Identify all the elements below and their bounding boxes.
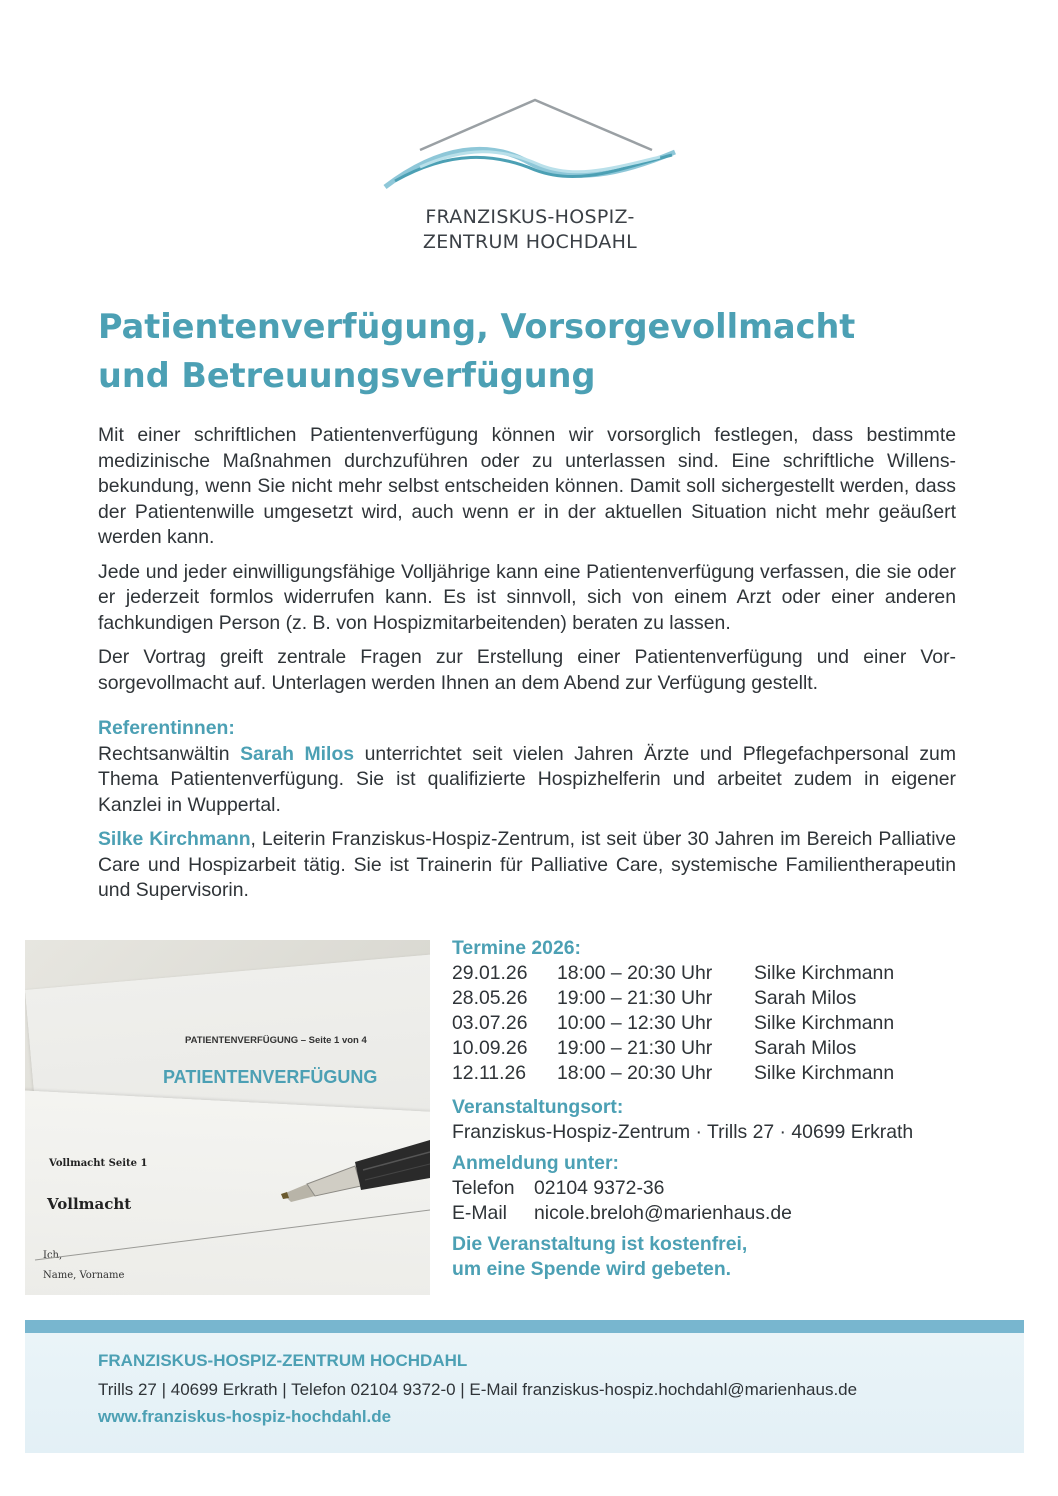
event-speaker: Sarah Milos bbox=[754, 987, 857, 1009]
speaker-1-prefix: Rechtsanwältin bbox=[98, 742, 241, 765]
events-section bbox=[452, 936, 1012, 1282]
free-notice-line-1: Die Veranstaltung ist kostenfrei, bbox=[452, 1233, 748, 1255]
event-speaker: Silke Kirchmann bbox=[754, 1012, 895, 1034]
events-table bbox=[452, 961, 894, 1086]
page-title bbox=[98, 302, 998, 400]
table-row bbox=[452, 1061, 894, 1086]
body-text bbox=[98, 423, 956, 913]
document-photo bbox=[25, 940, 430, 1295]
event-date: 10.09.26 bbox=[452, 1037, 528, 1059]
email-label: E-Mail bbox=[452, 1202, 507, 1224]
intro-paragraph-3: Der Vortrag greift zentrale Fragen zur Erstellung einer Patientenverfügung und einer Vorsorgevollmacht auf. Unterlagen werden Ihnen an dem Abend zur Verfügung gestellt. bbox=[98, 646, 956, 694]
speaker-1-paragraph bbox=[98, 742, 956, 819]
event-date: 03.07.26 bbox=[452, 1012, 528, 1034]
speaker-2-name: Silke Kirchmann bbox=[98, 828, 251, 850]
event-time: 10:00 – 12:30 Uhr bbox=[557, 1012, 713, 1034]
intro-paragraph-1: Mit einer schriftlichen Patientenverfügung können wir vorsorglich festlegen, dass bestimmte medizinische Maßnahmen durchzuführen oder zu unterlassen sind. Eine schriftliche Willensbekundung, wenn Sie nicht mehr selbst entscheiden können. Damit soll sichergestellt werden, dass der Patientenwille umgesetzt wird, auch wenn er in der aktuellen Situation nicht mehr geäußert werden kann. bbox=[98, 424, 956, 548]
table-row bbox=[452, 961, 894, 986]
footer-org-name: FRANZISKUS-HOSPIZ-ZENTRUM HOCHDAHL bbox=[98, 1351, 468, 1370]
event-speaker: Sarah Milos bbox=[754, 1037, 857, 1059]
footer bbox=[25, 1333, 1024, 1453]
table-row bbox=[452, 1201, 792, 1226]
events-heading: Termine 2026: bbox=[452, 937, 581, 959]
phone-label: Telefon bbox=[452, 1177, 515, 1199]
footer-website-link[interactable]: www.franziskus-hospiz-hochdahl.de bbox=[98, 1407, 392, 1426]
title-line-1: Patientenverfügung, Vorsorgevollmacht bbox=[98, 307, 856, 346]
photo-page-label: Vollmacht Seite 1 bbox=[49, 1158, 148, 1169]
event-date: 12.11.26 bbox=[452, 1062, 527, 1084]
logo-line-2: ZENTRUM HOCHDAHL bbox=[422, 231, 638, 253]
footer-address: Trills 27 | 40699 Erkrath | Telefon 02104 9372-0 | E-Mail franziskus-hospiz.hochdahl@marienhaus.de bbox=[98, 1380, 858, 1399]
table-row bbox=[452, 1011, 894, 1036]
speaker-1-name: Sarah Milos bbox=[240, 742, 355, 765]
event-date: 28.05.26 bbox=[452, 987, 528, 1009]
event-date: 29.01.26 bbox=[452, 962, 528, 984]
speaker-2-text: , Leiterin Franziskus-Hospiz-Zentrum, ist seit über 30 Jahren im Bereich Palliative Care und Hospizarbeit tätig. Sie ist Trainerin für Palliative Care, systemische Familientherapeutin und Supervisorin. bbox=[98, 828, 956, 901]
free-notice-line-2: um eine Spende wird gebeten. bbox=[452, 1258, 732, 1280]
photo-name-label: Name, Vorname bbox=[43, 1270, 125, 1281]
speaker-2-paragraph bbox=[98, 827, 956, 904]
logo-text bbox=[380, 205, 680, 255]
title-line-2: und Betreuungsverfügung bbox=[98, 356, 596, 395]
table-row bbox=[452, 1176, 792, 1201]
event-speaker: Silke Kirchmann bbox=[754, 1062, 895, 1084]
photo-title-text: PATIENTENVERFÜGUNG bbox=[163, 1067, 378, 1087]
event-speaker: Silke Kirchmann bbox=[754, 962, 895, 984]
event-time: 18:00 – 20:30 Uhr bbox=[557, 1062, 713, 1084]
table-row bbox=[452, 986, 894, 1011]
speaker-1-text: unterrichtet seit vielen Jahren Ärzte und Pflegefachpersonal zum Thema Patientenverfügung. Sie ist qualifizierte Hospizhelferin und arbeitet zudem in eigener Kanzlei in Wuppertal. bbox=[98, 742, 956, 816]
venue-heading: Veranstaltungsort: bbox=[452, 1096, 624, 1118]
event-time: 18:00 – 20:30 Uhr bbox=[557, 962, 713, 984]
logo bbox=[380, 95, 680, 265]
phone-value: 02104 9372-36 bbox=[534, 1177, 665, 1199]
roof-wave-logo-icon bbox=[380, 95, 680, 205]
photo-doc-title: Vollmacht bbox=[47, 1195, 132, 1213]
intro-paragraph-2: Jede und jeder einwilligungsfähige Volljährige kann eine Patientenverfügung verfassen, die sie oder er jederzeit formlos widerrufen kann. Es ist sinnvoll, sich von einem Arzt oder einer anderen fachkundigen Person (z. B. von Hospizmitarbeitenden) beraten zu lassen. bbox=[98, 560, 956, 634]
event-time: 19:00 – 21:30 Uhr bbox=[557, 987, 713, 1009]
event-time: 19:00 – 21:30 Uhr bbox=[557, 1037, 713, 1059]
speakers-heading: Referentinnen: bbox=[98, 717, 235, 739]
footer-divider-bar bbox=[25, 1320, 1024, 1333]
photo-ich-label: Ich, bbox=[43, 1250, 63, 1261]
contact-table bbox=[452, 1176, 792, 1226]
venue-text: Franziskus-Hospiz-Zentrum · Trills 27 · 40699 Erkrath bbox=[452, 1121, 914, 1143]
logo-line-1: FRANZISKUS-HOSPIZ- bbox=[425, 206, 635, 228]
signup-heading: Anmeldung unter: bbox=[452, 1152, 619, 1174]
email-link[interactable]: nicole.breloh@marienhaus.de bbox=[534, 1202, 792, 1224]
pen-icon bbox=[25, 940, 430, 1295]
table-row bbox=[452, 1036, 894, 1061]
photo-header-text: PATIENTENVERFÜGUNG – Seite 1 von 4 bbox=[185, 1035, 367, 1046]
